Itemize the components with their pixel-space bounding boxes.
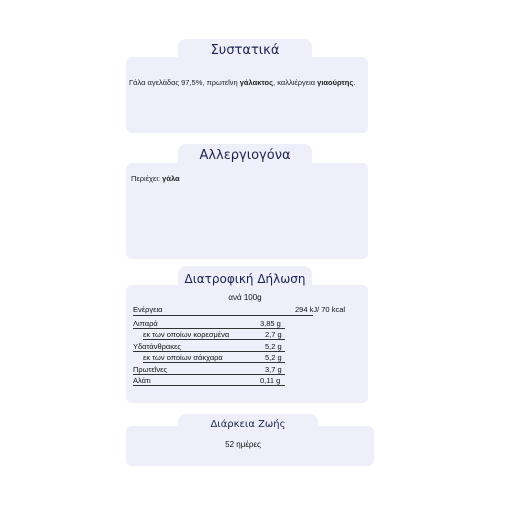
nutrition-value: 2,7 g <box>265 330 282 339</box>
allergens-prefix: Περιέχει: <box>131 174 163 183</box>
nutrition-label: Πρωτεΐνες <box>133 365 168 374</box>
nutrition-label: εκ των οποίων σάκχαρα <box>143 353 223 362</box>
nutrition-row-underline <box>133 328 285 329</box>
nutrition-row-underline <box>133 315 313 316</box>
ingredients-text-part-3: . <box>353 78 356 87</box>
ingredients-card <box>126 57 368 133</box>
nutrition-subtitle: ανά 100g <box>228 293 262 302</box>
nutrition-row-underline <box>133 385 285 386</box>
nutrition-row-underline <box>143 339 285 340</box>
nutrition-label: εκ των οποίων κορεσμένα <box>143 330 230 339</box>
allergens-text <box>131 174 180 183</box>
nutrition-tab <box>178 266 312 290</box>
shelf-life-tab <box>178 414 318 432</box>
nutrition-value: 294 kJ/ 70 kcal <box>295 305 346 314</box>
nutrition-label: Ενέργεια <box>133 305 163 314</box>
nutrition-label: Αλάτι <box>133 376 151 385</box>
ingredients-title: Συστατικά <box>210 43 280 58</box>
nutrition-value: 3,85 g <box>260 319 281 328</box>
allergens-title: Αλλεργιογόνα <box>199 148 291 163</box>
nutrition-row-underline <box>133 351 285 352</box>
ingredients-tab <box>178 39 312 61</box>
nutrition-title: Διατροφική Δήλωση <box>184 272 306 286</box>
ingredients-allergen-milk: γάλακτος <box>239 78 274 87</box>
allergens-value: γάλα <box>162 174 180 183</box>
nutrition-row-underline <box>143 362 285 363</box>
shelf-life-value: 52 ημέρες <box>225 440 261 449</box>
nutrition-value: 5,2 g <box>265 342 282 351</box>
nutrition-value: 5,2 g <box>265 353 282 362</box>
ingredients-text <box>129 78 369 87</box>
nutrition-label: Υδατάνθρακες <box>133 342 181 351</box>
nutrition-label: Λιπαρά <box>133 319 158 328</box>
ingredients-text-part-1: Γάλα αγελάδας 97,5%, πρωτεΐνη <box>129 78 240 87</box>
ingredients-text-part-2: , καλλιέργεια <box>273 78 318 87</box>
nutrition-value: 3,7 g <box>265 365 282 374</box>
nutrition-value: 0,11 g <box>260 376 281 385</box>
nutrition-row-underline <box>133 374 285 375</box>
ingredients-allergen-yogurt: γιαούρτης <box>317 78 354 87</box>
allergens-tab <box>178 144 312 167</box>
shelf-life-title: Διάρκεια Ζωής <box>210 419 286 430</box>
